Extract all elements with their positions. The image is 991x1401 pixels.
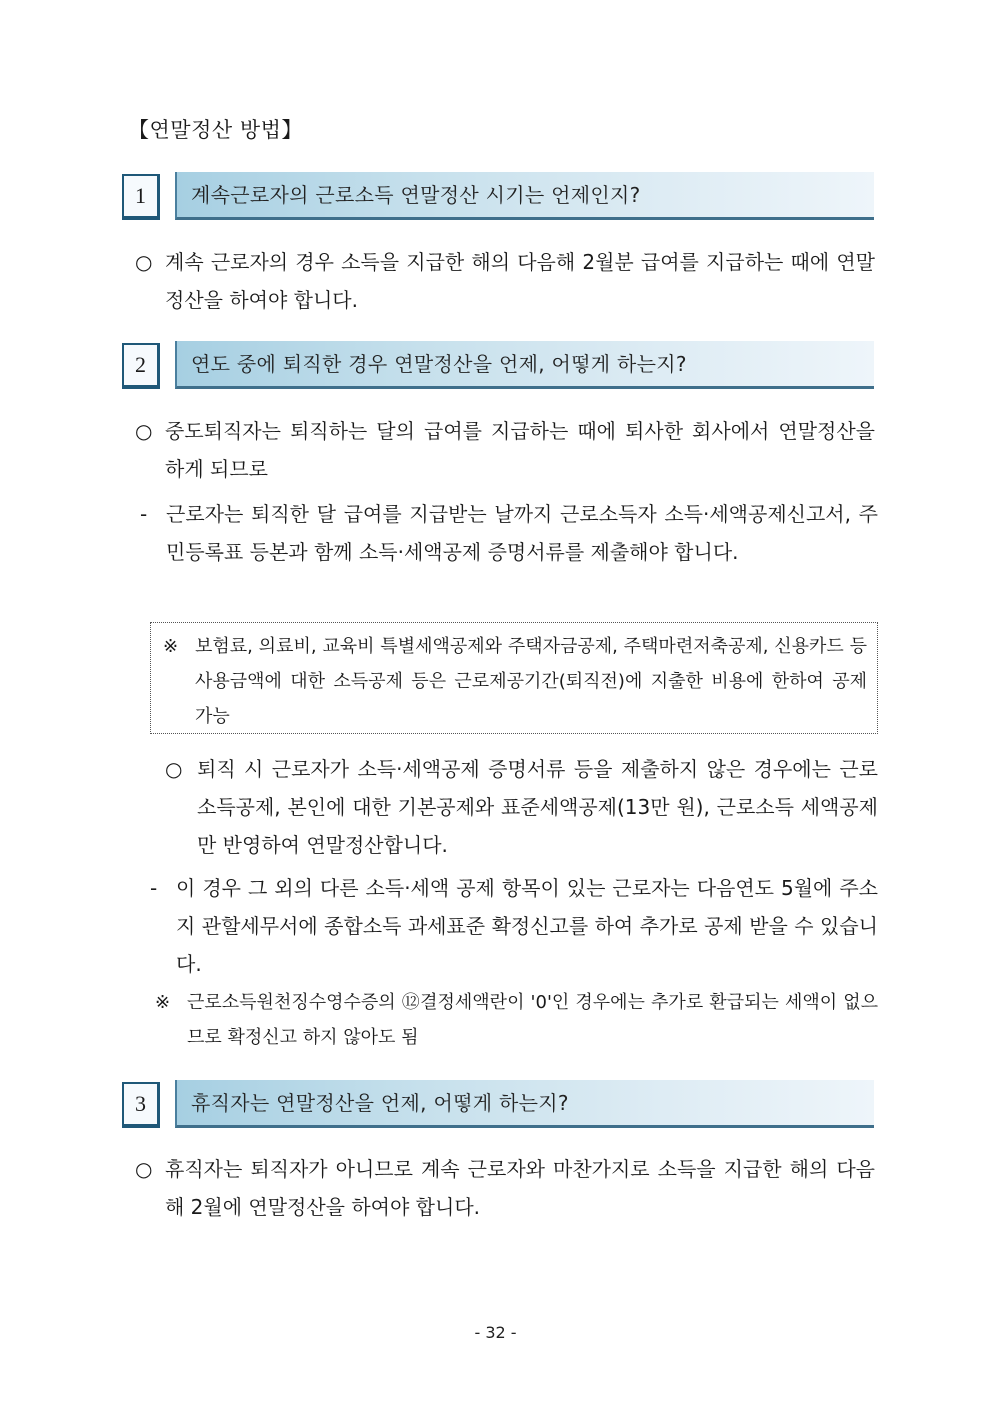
note-text: 보험료, 의료비, 교육비 특별세액공제와 주택자금공제, 주택마련저축공제, 신용카드 등 사용금액에 대한 소득공제 등은 근로제공기간(퇴직전)에 지출한 비용에 한하여 공제 가능 <box>195 636 867 727</box>
circle-bullet-icon: ○ <box>135 1157 153 1181</box>
section-1-header <box>122 172 874 222</box>
section-number-box: 3 <box>122 1082 160 1128</box>
section-1-paragraph <box>135 243 875 319</box>
circle-bullet-icon: ○ <box>165 757 183 781</box>
section-2-sub-paragraph-1 <box>165 750 878 864</box>
section-3-header <box>122 1080 874 1130</box>
document-title: 【연말정산 방법】 <box>128 118 303 142</box>
section-heading: 계속근로자의 근로소득 연말정산 시기는 언제인지? <box>175 172 874 220</box>
paragraph-text: 중도퇴직자는 퇴직하는 달의 급여를 지급하는 때에 퇴사한 회사에서 연말정산을 하게 되므로 <box>165 419 875 481</box>
section-number-box: 1 <box>122 174 160 220</box>
section-heading: 휴직자는 연말정산을 언제, 어떻게 하는지? <box>175 1080 874 1128</box>
note-box <box>150 622 878 734</box>
section-3-paragraph <box>135 1150 875 1226</box>
circle-bullet-icon: ○ <box>135 419 153 443</box>
section-2-paragraph-2 <box>140 495 878 571</box>
paragraph-text: 계속 근로자의 경우 소득을 지급한 해의 다음해 2월분 급여를 지급하는 때에 연말정산을 하여야 합니다. <box>165 250 875 312</box>
circle-bullet-icon: ○ <box>135 250 153 274</box>
reference-mark-icon: ※ <box>155 992 171 1013</box>
section-2-paragraph-1 <box>135 412 875 488</box>
paragraph-text: 근로소득원천징수영수증의 ⑫결정세액란이 '0'인 경우에는 추가로 환급되는 세액이 없으므로 확정신고 하지 않아도 됨 <box>187 992 878 1048</box>
section-heading: 연도 중에 퇴직한 경우 연말정산을 언제, 어떻게 하는지? <box>175 341 874 389</box>
dash-bullet-icon: - <box>140 502 148 526</box>
dash-bullet-icon: - <box>150 876 158 900</box>
reference-mark-icon: ※ <box>163 636 179 657</box>
paragraph-text: 퇴직 시 근로자가 소득·세액공제 증명서류 등을 제출하지 않은 경우에는 근로소득공제, 본인에 대한 기본공제와 표준세액공제(13만 원), 근로소득 세액공제만 반영하여 연말정산합니다. <box>197 757 878 857</box>
section-2-sub-paragraph-2 <box>150 869 878 983</box>
paragraph-text: 휴직자는 퇴직자가 아니므로 계속 근로자와 마찬가지로 소득을 지급한 해의 다음해 2월에 연말정산을 하여야 합니다. <box>165 1157 875 1219</box>
paragraph-text: 이 경우 그 외의 다른 소득·세액 공제 항목이 있는 근로자는 다음연도 5월에 주소지 관할세무서에 종합소득 과세표준 확정신고를 하여 추가로 공제 받을 수 있습니다. <box>176 876 878 976</box>
section-2-header <box>122 341 874 391</box>
section-number-box: 2 <box>122 343 160 389</box>
page-number: - 32 - <box>474 1323 517 1342</box>
paragraph-text: 근로자는 퇴직한 달 급여를 지급받는 날까지 근로소득자 소득·세액공제신고서, 주민등록표 등본과 함께 소득·세액공제 증명서류를 제출해야 합니다. <box>166 502 878 564</box>
section-2-sub-note <box>155 985 878 1055</box>
